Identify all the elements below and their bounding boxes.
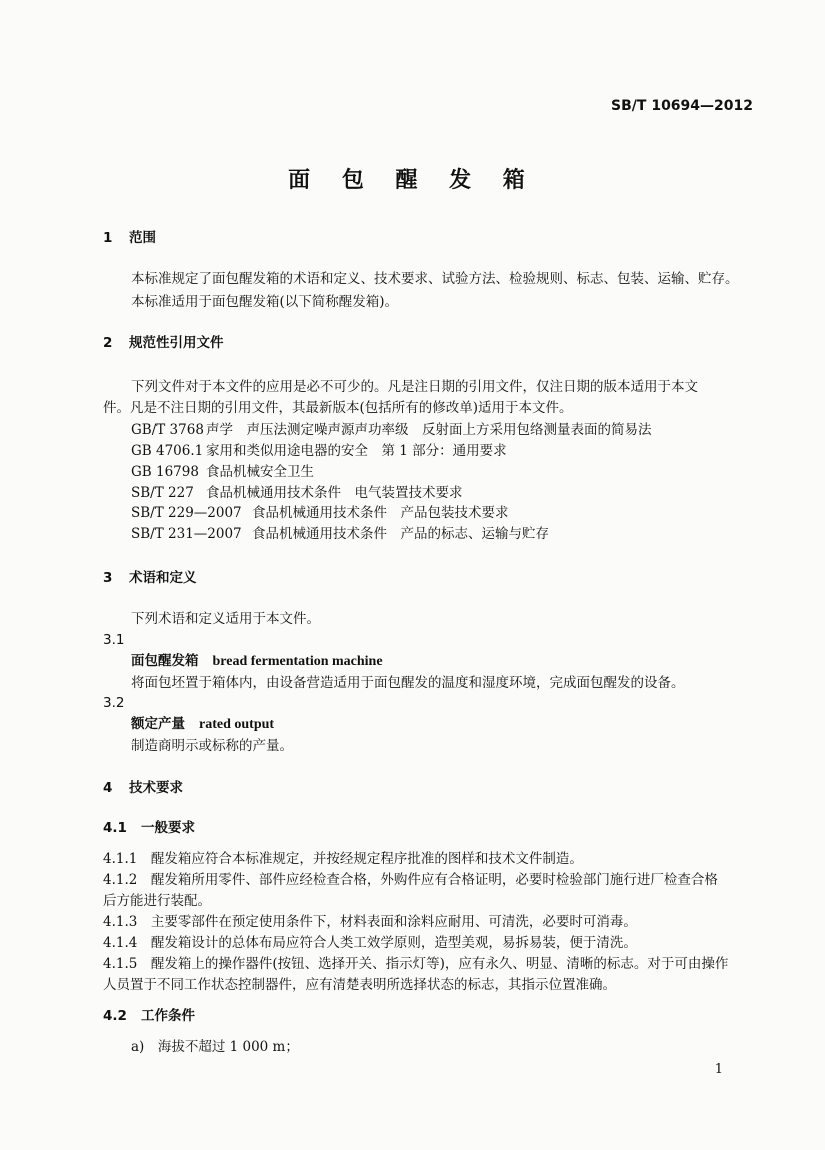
reference-item xyxy=(131,441,507,461)
reference-title: 声学 声压法测定噪声源声功率级 反射面上方采用包络测量表面的简易法 xyxy=(206,422,652,438)
section-number: 2 xyxy=(103,335,113,351)
reference-item xyxy=(131,503,509,523)
clause: 4.1.1 醒发箱应符合本标准规定，并按经规定程序批准的图样和技术文件制造。 xyxy=(103,851,583,867)
section-number: 1 xyxy=(103,230,113,246)
section-number: 4 xyxy=(103,780,113,796)
clause: 4.1.5 醒发箱上的操作器件(按钮、选择开关、指示灯等)，应有永久、明显、清晰的标志。对于可由操作 xyxy=(103,956,729,972)
clause: 4.1.2 醒发箱所用零件、部件应经检查合格，外购件应有合格证明，必要时检验部门施行进厂检查合格 xyxy=(103,872,718,888)
term-definition: 将面包坯置于箱体内，由设备营造适用于面包醒发的温度和湿度环境，完成面包醒发的设备。 xyxy=(131,675,685,691)
reference-code: GB 16798 xyxy=(131,464,199,480)
subsection-number: 4.2 xyxy=(103,1008,127,1024)
section-title: 规范性引用文件 xyxy=(129,335,224,351)
term-definition: 制造商明示或标称的产量。 xyxy=(131,738,293,754)
paragraph: 下列术语和定义适用于本文件。 xyxy=(131,611,320,627)
subsection-4-2-heading xyxy=(103,1006,195,1026)
subsection-title: 工作条件 xyxy=(141,1008,195,1024)
reference-title: 食品机械通用技术条件 产品包装技术要求 xyxy=(252,505,509,521)
section-3-heading xyxy=(103,568,197,588)
section-2-heading xyxy=(103,333,224,353)
term-heading xyxy=(131,651,383,672)
section-number: 3 xyxy=(103,570,113,586)
paragraph: 件。凡是不注日期的引用文件，其最新版本(包括所有的修改单)适用于本文件。 xyxy=(103,400,573,416)
reference-code: SB/T 229—2007 xyxy=(131,505,242,521)
reference-title: 家用和类似用途电器的安全 第 1 部分：通用要求 xyxy=(206,443,507,459)
section-title: 范围 xyxy=(129,230,156,246)
section-4-heading xyxy=(103,778,183,798)
term-name: 面包醒发箱 xyxy=(131,653,199,669)
clause: 4.1.3 主要零部件在预定使用条件下，材料表面和涂料应耐用、可清洗，必要时可消毒。 xyxy=(103,914,637,930)
subsection-number: 4.1 xyxy=(103,820,127,836)
reference-title: 食品机械通用技术条件 产品的标志、运输与贮存 xyxy=(252,526,549,542)
subsection-4-1-heading xyxy=(103,818,195,838)
reference-title: 食品机械安全卫生 xyxy=(206,464,314,480)
section-1-heading xyxy=(103,228,156,248)
clause-continuation: 人员置于不同工作状态控制器件，应有清楚表明所选择状态的标志，其指示位置准确。 xyxy=(103,977,616,993)
subsection-title: 一般要求 xyxy=(141,820,195,836)
reference-item xyxy=(131,524,549,544)
page-number: 1 xyxy=(714,1062,723,1077)
reference-item xyxy=(131,462,314,482)
clause: 4.1.4 醒发箱设计的总体布局应符合人类工效学原则，造型美观，易拆易装，便于清洗。 xyxy=(103,935,637,951)
list-item: a) 海拔不超过 1 000 m； xyxy=(131,1039,299,1055)
paragraph: 本标准适用于面包醒发箱(以下简称醒发箱)。 xyxy=(131,294,399,310)
term-number: 3.1 xyxy=(103,632,125,648)
reference-title: 食品机械通用技术条件 电气装置技术要求 xyxy=(206,485,463,501)
term-english: bread fermentation machine xyxy=(212,654,383,669)
paragraph: 下列文件对于本文件的应用是必不可少的。凡是注日期的引用文件，仅注日期的版本适用于本文 xyxy=(131,379,698,395)
section-title: 术语和定义 xyxy=(129,570,197,586)
paragraph: 本标准规定了面包醒发箱的术语和定义、技术要求、试验方法、检验规则、标志、包装、运输、贮存。 xyxy=(131,271,739,287)
reference-code: SB/T 231—2007 xyxy=(131,526,242,542)
reference-code: SB/T 227 xyxy=(131,485,194,501)
reference-code: GB 4706.1 xyxy=(131,443,204,459)
document-title: 面 包 醒 发 箱 xyxy=(288,168,537,193)
standard-code: SB/T 10694—2012 xyxy=(611,98,753,114)
term-heading xyxy=(131,714,274,735)
clause-continuation: 后方能进行装配。 xyxy=(103,893,211,909)
reference-code: GB/T 3768 xyxy=(131,422,204,438)
reference-item xyxy=(131,483,463,503)
reference-item xyxy=(131,420,652,440)
term-name: 额定产量 xyxy=(131,716,185,732)
term-english: rated output xyxy=(199,717,275,732)
section-title: 技术要求 xyxy=(129,780,183,796)
term-number: 3.2 xyxy=(103,695,125,711)
